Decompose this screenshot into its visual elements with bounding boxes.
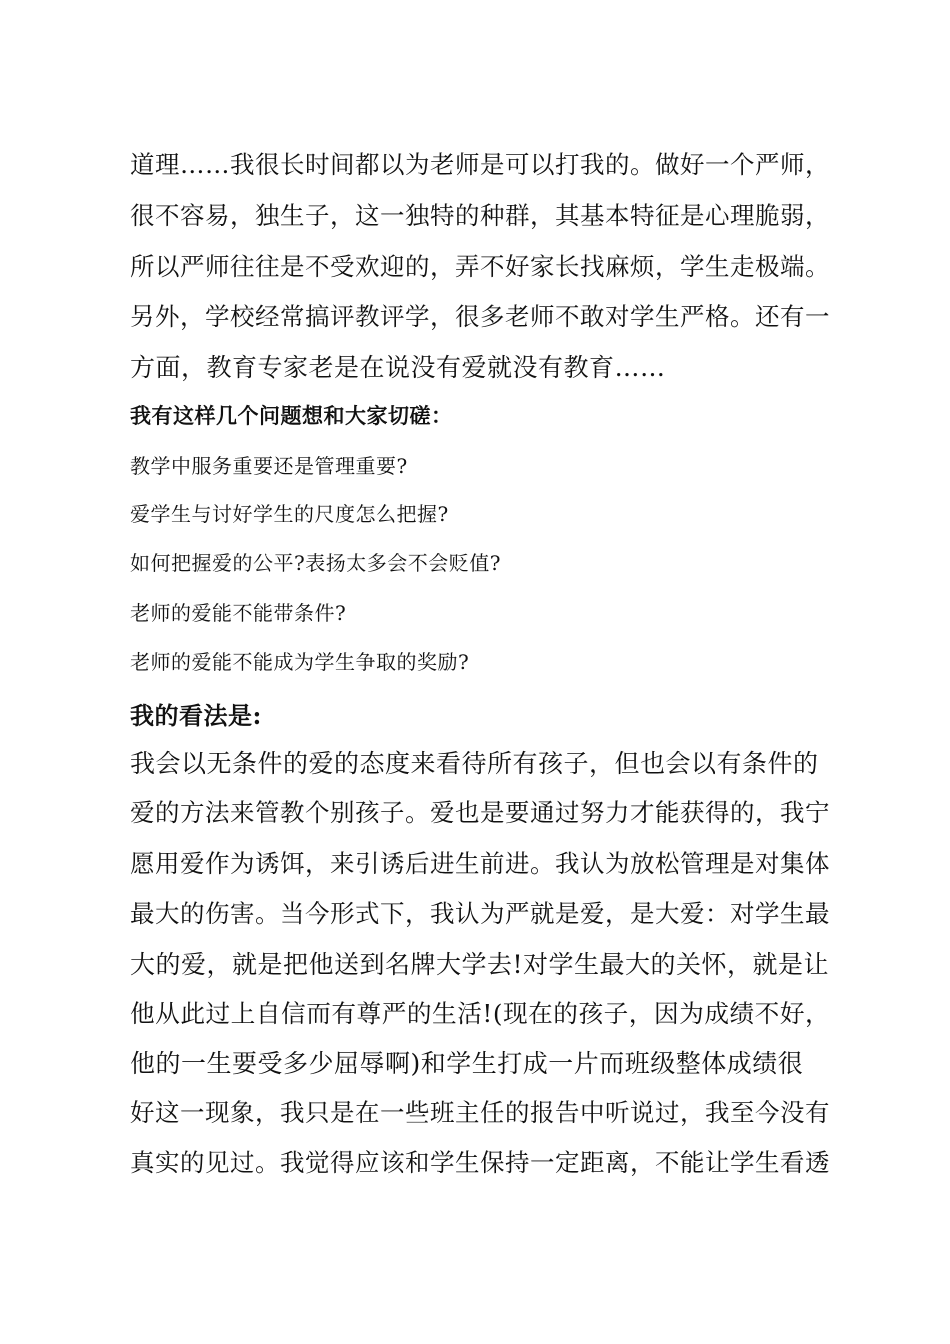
paragraph-line: 爱的方法来管教个别孩子。爱也是要通过努力才能获得的，我宁 (130, 798, 830, 827)
paragraph-line: 道理……我很长时间都以为老师是可以打我的。做好一个严师， (130, 150, 830, 179)
question-item: 老师的爱能不能成为学生争取的奖励? (130, 650, 470, 674)
question-item: 教学中服务重要还是管理重要? (130, 454, 408, 478)
paragraph-line: 好这一现象，我只是在一些班主任的报告中听说过，我至今没有 (130, 1098, 830, 1127)
paragraph-line: 最大的伤害。当今形式下，我认为严就是爱，是大爱：对学生最 (130, 899, 830, 928)
paragraph-line: 我会以无条件的爱的态度来看待所有孩子，但也会以有条件的 (130, 749, 819, 778)
paragraph-line: 他从此过上自信而有尊严的生活!(现在的孩子，因为成绩不好， (130, 999, 831, 1028)
paragraph-line: 真实的见过。我觉得应该和学生保持一定距离，不能让学生看透 (130, 1148, 830, 1177)
question-item: 如何把握爱的公平?表扬太多会不会贬值? (130, 551, 501, 575)
paragraph-line: 所以严师往往是不受欢迎的，弄不好家长找麻烦，学生走极端。 (130, 252, 830, 281)
paragraph-line: 另外，学校经常搞评教评学，很多老师不敢对学生严格。还有一 (130, 302, 830, 331)
paragraph-line: 愿用爱作为诱饵，来引诱后进生前进。我认为放松管理是对集体 (130, 849, 830, 878)
paragraph-line: 很不容易，独生子，这一独特的种群，其基本特征是心理脆弱， (130, 201, 830, 230)
opinion-heading: 我的看法是: (130, 701, 262, 730)
question-item: 爱学生与讨好学生的尺度怎么把握? (130, 502, 449, 526)
paragraph-line: 他的一生要受多少屈辱啊)和学生打成一片而班级整体成绩很 (130, 1049, 804, 1078)
paragraph-line: 大的爱，就是把他送到名牌大学去!对学生最大的关怀，就是让 (130, 950, 830, 979)
questions-heading: 我有这样几个问题想和大家切磋： (130, 403, 453, 428)
question-item: 老师的爱能不能带条件? (130, 601, 347, 625)
paragraph-line: 方面，教育专家老是在说没有爱就没有教育…… (130, 353, 666, 382)
